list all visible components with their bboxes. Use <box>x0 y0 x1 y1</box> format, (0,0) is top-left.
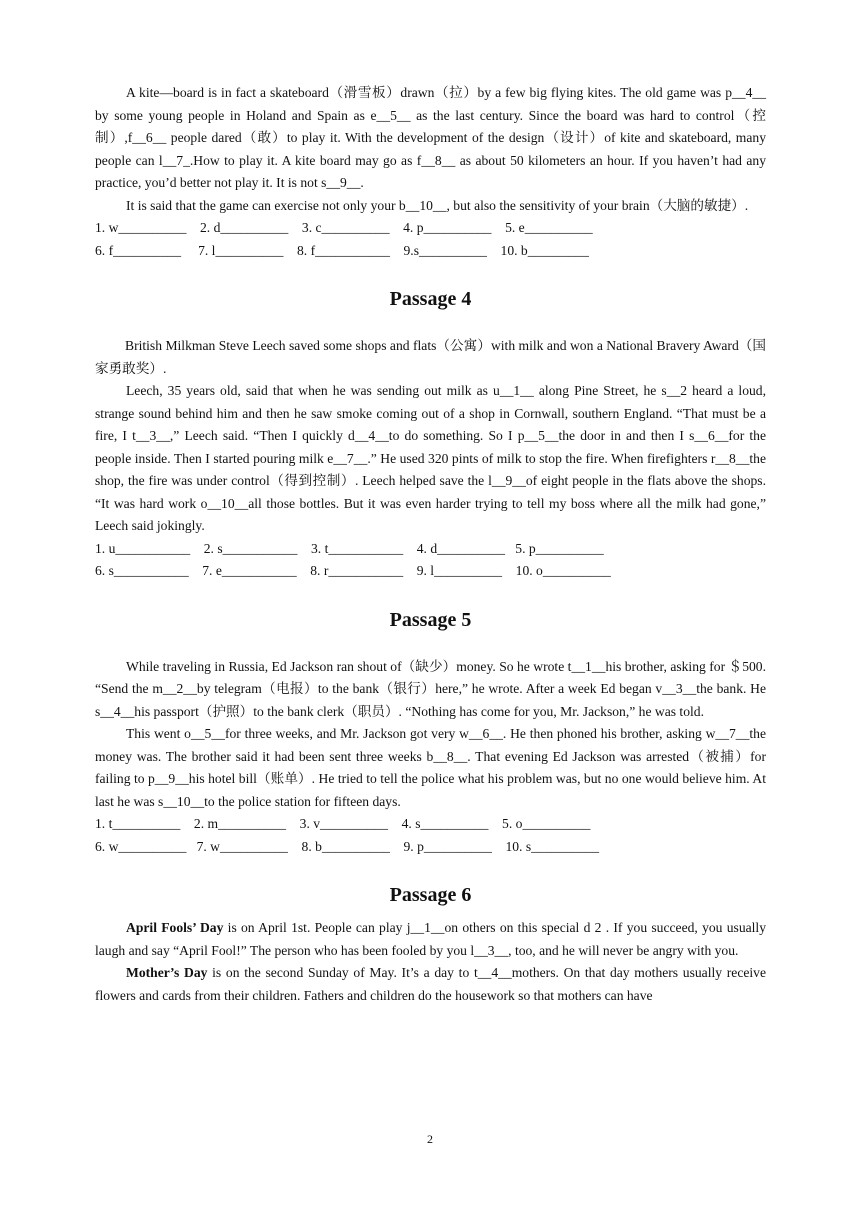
passage3-paragraph-1: A kite—board is in fact a skateboard（滑雪板）drawn（拉）by a few big flying kites. The old game was p__4__ by some young people in Holand and Spain as e__5__ as the last century. Since the board was hard to control（控制）,f__6__ people dared（敢）to play it. With the development of the design（设计）of kite and skateboard, many people can l__7_.How to play it. A kite board may go as f__8__ as about 50 kilometers an hour. If you haven’t had any practice, you’d better not play it. It is not s__9__. <box>95 85 766 190</box>
mothers-day-text: is on the second Sunday of May. It’s a day to t__4__mothers. On that day mothers usually receive flowers and cards from their children. Fathers and children do the housework so that mothers can have <box>95 965 766 1003</box>
passage4-paragraph-1: British Milkman Steve Leech saved some shops and flats（公寓）with milk and won a National Bravery Award（国家勇敢奖）. <box>95 338 766 376</box>
passage4-title: Passage 4 <box>389 288 472 310</box>
passage5-options-row-1: 1. t__________ 2. m__________ 3. v__________ 4. s__________ 5. o__________ <box>95 816 591 831</box>
passage4-options-row-2: 6. s___________ 7. e___________ 8. r___________ 9. l__________ 10. o__________ <box>95 563 611 578</box>
passage6-title: Passage 6 <box>389 884 472 906</box>
passage5-paragraph-1: While traveling in Russia, Ed Jackson ran shout of（缺少）money. So he wrote t__1__his brother, asking for ＄500. “Send the m__2__by telegram（电报）to the bank（银行）here,” he wrote. After a week Ed began v__3__the bank. He s__4__his passport（护照）to the bank clerk（职员）. “Nothing has come for you, Mr. Jackson,” he was told. <box>95 658 766 719</box>
passage5-paragraph-2: This went o__5__for three weeks, and Mr. Jackson got very w__6__. He then phoned his brother, asking w__7__the money was. The brother said it had been sent three weeks b__8__. That evening Ed Jackson was arrested（被捕）for failing to p__9__his hotel bill（账单）. He tried to tell the police what his problem was, but no one would believe him. At last he was s__10__to the police station for fifteen days. <box>95 726 766 809</box>
passage4-paragraph-2: Leech, 35 years old, said that when he was sending out milk as u__1__ along Pine Street, he s__2 heard a loud, strange sound behind him and then he saw smoke coming out of a shop in Cornwall, southern England. “That must be a fire, I t__3__,” Leech said. “Then I quickly d__4__to do something. So I p__5__the door in and then I s__6__for the people inside. Then I started pouring milk e__7__.” He used 320 pints of milk to stop the fire. When firefighters r__8__the shop, the fire was under control（得到控制）. Leech helped save the l__9__of eight people in the flats above the shops. “It was hard work o__10__all those bottles. But it was even harder trying to tell my boss where all the milk had gone,” Leech said jokingly. <box>95 383 766 533</box>
passage3-paragraph-2: It is said that the game can exercise not only your b__10__, but also the sensitivity of your brain（大脑的敏捷）. <box>126 197 749 213</box>
passage6-paragraph-1 <box>95 917 766 962</box>
passage5-options-row-2: 6. w__________ 7. w__________ 8. b__________ 9. p__________ 10. s__________ <box>95 838 600 854</box>
passage5-title: Passage 5 <box>389 608 472 631</box>
passage6-paragraph-2 <box>95 962 766 1007</box>
april-fools-text: is on April 1st. People can play j__1__on others on this special d 2 . If you succeed, you usually laugh and say “April Fool!” The person who has been fooled by you l__3__, too, and he will never be angry with you. <box>95 920 766 958</box>
passage3-options-row-1: 1. w__________ 2. d__________ 3. c__________ 4. p__________ 5. e__________ <box>95 220 593 235</box>
passage3-options-row-2: 6. f__________ 7. l__________ 8. f___________ 9.s__________ 10. b_________ <box>95 242 589 258</box>
passage4-options-row-1: 1. u___________ 2. s___________ 3. t___________ 4. d__________ 5. p__________ <box>95 540 604 556</box>
page-number: 2 <box>427 1132 433 1146</box>
mothers-day-heading: Mother’s Day <box>126 965 208 980</box>
april-fools-heading: April Fools’ Day <box>126 920 224 935</box>
document-page <box>95 82 766 1007</box>
